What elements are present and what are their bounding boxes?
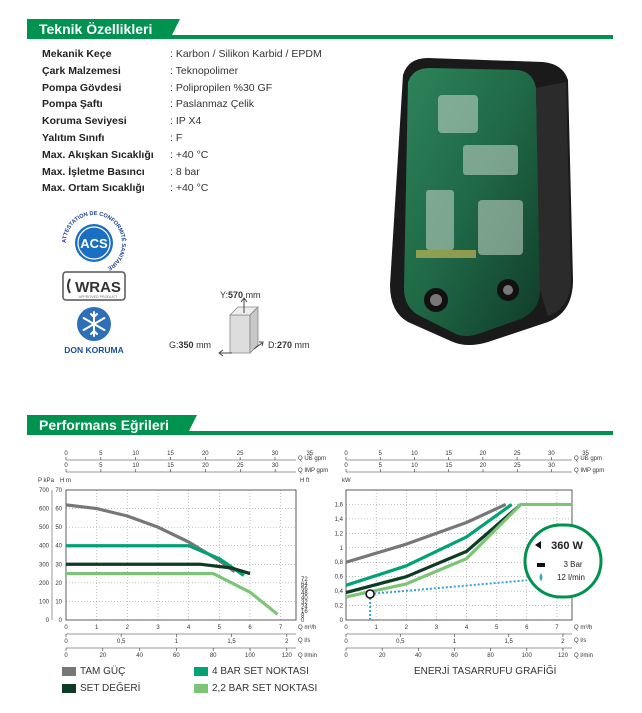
usgpm-label: 15 [167, 451, 174, 457]
impgpm-label: 20 [479, 463, 487, 469]
dim-d-prefix: D: [268, 340, 277, 350]
impgpm-label: 25 [236, 463, 244, 469]
spec-key: Pompa Şaftı [42, 98, 103, 111]
ft-tick-label: 48 [301, 590, 308, 597]
usgpm-label: 5 [99, 451, 103, 457]
axis-label-impgpm: Q IMP gpm [574, 468, 605, 474]
usgpm-label: 30 [271, 451, 279, 457]
y-tick-label-kpa: 500 [38, 525, 49, 532]
wras-sub-text: APPROVED PRODUCT [78, 295, 118, 299]
lmin-label: 0 [64, 653, 68, 659]
y-tick-label-m: 40 [55, 543, 62, 550]
usgpm-label: 10 [132, 451, 140, 457]
pump-image [368, 50, 596, 350]
usgpm-label: 25 [236, 451, 244, 457]
axis-label-usgpm: Q US gpm [298, 456, 327, 462]
x-tick-label: 0 [344, 625, 348, 631]
lmin-label: 60 [451, 653, 458, 659]
ls-label: 0 [344, 639, 348, 645]
y-tick-label-kpa: 0 [45, 618, 49, 624]
y-tick-label-kpa: 700 [38, 488, 49, 494]
lmin-label: 60 [173, 653, 180, 659]
ft-tick-label: 40 [301, 595, 308, 602]
lmin-label: 80 [209, 653, 217, 659]
spec-row [42, 98, 322, 115]
y-tick-label: 1,2 [334, 531, 343, 538]
y-tick-label-kpa: 200 [38, 580, 49, 587]
legend-swatch-full-power [62, 667, 76, 676]
legend-swatch-4bar [194, 667, 208, 676]
impgpm-label: 5 [378, 463, 382, 469]
spec-row [42, 48, 322, 65]
ls-label: 2 [285, 639, 289, 645]
x-tick-label: 1 [374, 625, 378, 631]
axis-label-kw: kW [342, 478, 351, 484]
y-tick-label-m: 0 [58, 618, 62, 624]
dim-unit: mm [294, 340, 310, 350]
x-tick-label: 3 [434, 625, 439, 631]
y-tick-label: 0,4 [334, 589, 343, 596]
x-tick-label: 5 [217, 625, 222, 631]
y-tick-label: 0 [339, 618, 343, 624]
impgpm-label: 10 [132, 463, 140, 469]
legend-swatch-setpoint [62, 684, 76, 693]
legend-label-setpoint: SET DEĞERİ [80, 683, 141, 694]
section1-title: Teknik Özellikleri [27, 19, 170, 39]
dim-y-value: 570 [228, 290, 244, 300]
lmin-label: 100 [521, 653, 532, 659]
usgpm-label: 20 [479, 451, 487, 457]
lmin-label: 40 [414, 653, 422, 659]
usgpm-label: 35 [582, 451, 589, 457]
impgpm-label: 10 [411, 463, 418, 469]
axis-label-lmin: Q l/min [574, 653, 594, 659]
spec-value: : Polipropilen %30 GF [170, 81, 273, 94]
axis-label-usgpm: Q US gpm [574, 456, 603, 462]
y-tick-label-kpa: 100 [38, 599, 49, 606]
spec-key: Max. İşletme Basıncı [42, 165, 145, 178]
y-tick-label-m: 20 [55, 580, 62, 587]
wras-text: WRAS [75, 279, 121, 296]
legend-label-4bar: 4 BAR SET NOKTASI [212, 666, 309, 677]
spec-value: : F [170, 131, 183, 144]
operating-point-marker [366, 590, 374, 598]
ls-label: 1 [452, 639, 457, 645]
spec-row [42, 149, 322, 166]
spec-key: Koruma Seviyesi [42, 115, 127, 128]
spec-value: : +40 °C [170, 148, 209, 161]
ft-tick-label: 0 [301, 618, 305, 624]
ls-label: 2 [561, 639, 565, 645]
x-tick-label: 4 [186, 625, 191, 631]
spec-key: Max. Ortam Sıcaklığı [42, 182, 145, 195]
impgpm-label: 0 [344, 463, 348, 469]
ft-tick-label: 8 [301, 613, 305, 620]
axis-label-m3h: Q m³/h [574, 625, 593, 631]
spec-value: : IP X4 [170, 115, 202, 128]
ft-tick-label: 24 [301, 604, 308, 611]
y-tick-label: 0,6 [334, 574, 343, 581]
ls-label: 0 [64, 639, 68, 645]
acs-text: ACS [80, 236, 108, 251]
energy-chart-caption: ENERJİ TASARRUFU GRAFİĞİ [414, 666, 557, 677]
lmin-label: 120 [557, 653, 568, 659]
wras-badge [62, 268, 126, 304]
spec-value: : 8 bar [170, 165, 200, 178]
ls-label: 0,5 [117, 639, 126, 645]
axis-label-kpa: P kPa [38, 478, 54, 484]
spec-value: : Teknopolimer [170, 64, 239, 77]
spec-key: Pompa Gövdesi [42, 81, 122, 94]
spec-row [42, 82, 322, 99]
section2-title: Performans Eğrileri [27, 415, 187, 435]
x-tick-label: 1 [94, 625, 99, 631]
ls-label: 1,5 [227, 639, 236, 645]
dim-d-value: 270 [277, 340, 293, 350]
ls-label: 0,5 [396, 639, 405, 645]
impgpm-label: 5 [99, 463, 103, 469]
spec-row [42, 65, 322, 82]
y-tick-label: 0,2 [334, 603, 343, 610]
series-line-tam-g- [66, 505, 235, 572]
x-tick-label: 6 [525, 625, 529, 631]
ls-label: 1,5 [504, 639, 513, 645]
usgpm-label: 20 [201, 451, 209, 457]
svg-text:Y:570 mm [220, 290, 261, 300]
y-tick-label: 1,6 [334, 502, 343, 509]
x-tick-label: 7 [278, 625, 283, 631]
x-tick-label: 5 [494, 625, 499, 631]
y-tick-label: 1 [339, 545, 343, 552]
x-tick-label: 7 [555, 625, 559, 631]
lmin-label: 120 [281, 653, 292, 659]
usgpm-label: 15 [445, 451, 453, 457]
spec-key: Mekanik Keçe [42, 48, 112, 60]
y-tick-label-m: 10 [55, 599, 62, 606]
x-tick-label: 4 [464, 625, 469, 631]
axis-label-ls: Q l/s [298, 638, 311, 644]
axis-label-m3h: Q m³/h [298, 625, 317, 631]
spec-list [42, 48, 322, 199]
performance-chart [28, 450, 328, 665]
spec-key: Çark Malzemesi [42, 64, 121, 77]
impgpm-label: 15 [445, 463, 453, 469]
ft-tick-label: 32 [301, 599, 308, 606]
legend-label-full-power: TAM GÜÇ [80, 666, 126, 677]
acs-ring-text: ATTESTATION DE CONFORMITÉ SANITAIRE [61, 210, 127, 272]
y-tick-label-kpa: 300 [38, 562, 49, 569]
dim-g-value: 350 [178, 340, 194, 350]
svg-text:G:350 mm [169, 340, 211, 350]
ft-tick-label: 64 [301, 581, 308, 588]
ft-tick-label: 16 [301, 608, 308, 615]
impgpm-label: 20 [202, 463, 209, 469]
axis-label-ls: Q l/s [574, 638, 587, 644]
y-tick-label-m: 50 [55, 525, 62, 532]
annotation-flow: 12 l/min [556, 573, 586, 582]
lmin-label: 20 [378, 653, 386, 659]
lmin-label: 40 [136, 653, 143, 659]
x-tick-label: 2 [125, 625, 130, 631]
x-tick-label: 2 [404, 625, 408, 631]
annotation-power: 360 W [551, 540, 583, 552]
ls-label: 1 [174, 639, 179, 645]
axis-label-ft: H ft [300, 478, 310, 484]
energy-chart [322, 450, 612, 665]
y-tick-label-m: 70 [55, 488, 62, 494]
x-tick-label: 3 [156, 625, 160, 631]
spec-row [42, 132, 322, 149]
faucet-icon [537, 563, 545, 567]
y-tick-label: 0,8 [334, 560, 343, 567]
lmin-label: 0 [344, 653, 348, 659]
lmin-label: 80 [487, 653, 494, 659]
usgpm-label: 25 [513, 451, 521, 457]
impgpm-label: 0 [64, 463, 68, 469]
spec-value: : Karbon / Silikon Karbid / EPDM [170, 48, 322, 60]
dim-g-prefix: G: [169, 340, 179, 350]
spec-row [42, 182, 322, 199]
x-tick-label: 0 [64, 625, 68, 631]
y-tick-label: 1,4 [334, 516, 343, 523]
ft-tick-label: 56 [301, 586, 308, 593]
legend-swatch-22bar [194, 684, 208, 693]
dim-unit: mm [196, 340, 212, 350]
usgpm-label: 35 [306, 451, 314, 457]
impgpm-label: 30 [271, 463, 279, 469]
usgpm-label: 5 [378, 451, 382, 457]
y-tick-label-kpa: 600 [38, 506, 49, 513]
axis-label-m: H m [60, 478, 71, 484]
snowflake-icon [76, 306, 112, 342]
usgpm-label: 0 [64, 451, 68, 457]
legend-label-22bar: 2,2 BAR SET NOKTASI [212, 683, 318, 694]
spec-value: : Paslanmaz Çelik [170, 98, 255, 111]
x-tick-label: 6 [248, 625, 252, 631]
dim-unit: mm [245, 290, 261, 300]
frost-protection-label: DON KORUMA [64, 345, 124, 355]
impgpm-label: 25 [513, 463, 521, 469]
svg-text:D:270 mm [268, 340, 310, 350]
usgpm-label: 30 [547, 451, 555, 457]
spec-value: : +40 °C [170, 182, 209, 195]
usgpm-label: 0 [344, 451, 348, 457]
y-tick-label-kpa: 400 [38, 543, 49, 550]
spec-row [42, 166, 322, 183]
y-tick-label-m: 60 [55, 506, 62, 513]
dimension-diagram [150, 285, 325, 360]
annotation-pressure: 3 Bar [563, 560, 583, 569]
axis-label-lmin: Q l/min [298, 653, 318, 659]
ft-tick-label: 72 [301, 577, 308, 584]
axis-label-impgpm: Q IMP gpm [298, 468, 328, 474]
impgpm-label: 15 [167, 463, 174, 469]
usgpm-label: 10 [411, 451, 418, 457]
dim-y-prefix: Y: [220, 290, 229, 300]
series-line-2-2-bar-set-noktasi [66, 574, 278, 615]
y-tick-label-m: 30 [55, 562, 62, 569]
lmin-label: 20 [99, 653, 107, 659]
impgpm-label: 30 [548, 463, 555, 469]
lmin-label: 100 [244, 653, 256, 659]
spec-key: Max. Akışkan Sıcaklığı [42, 148, 154, 161]
spec-key: Yalıtım Sınıfı [42, 131, 105, 144]
spec-row [42, 115, 322, 132]
